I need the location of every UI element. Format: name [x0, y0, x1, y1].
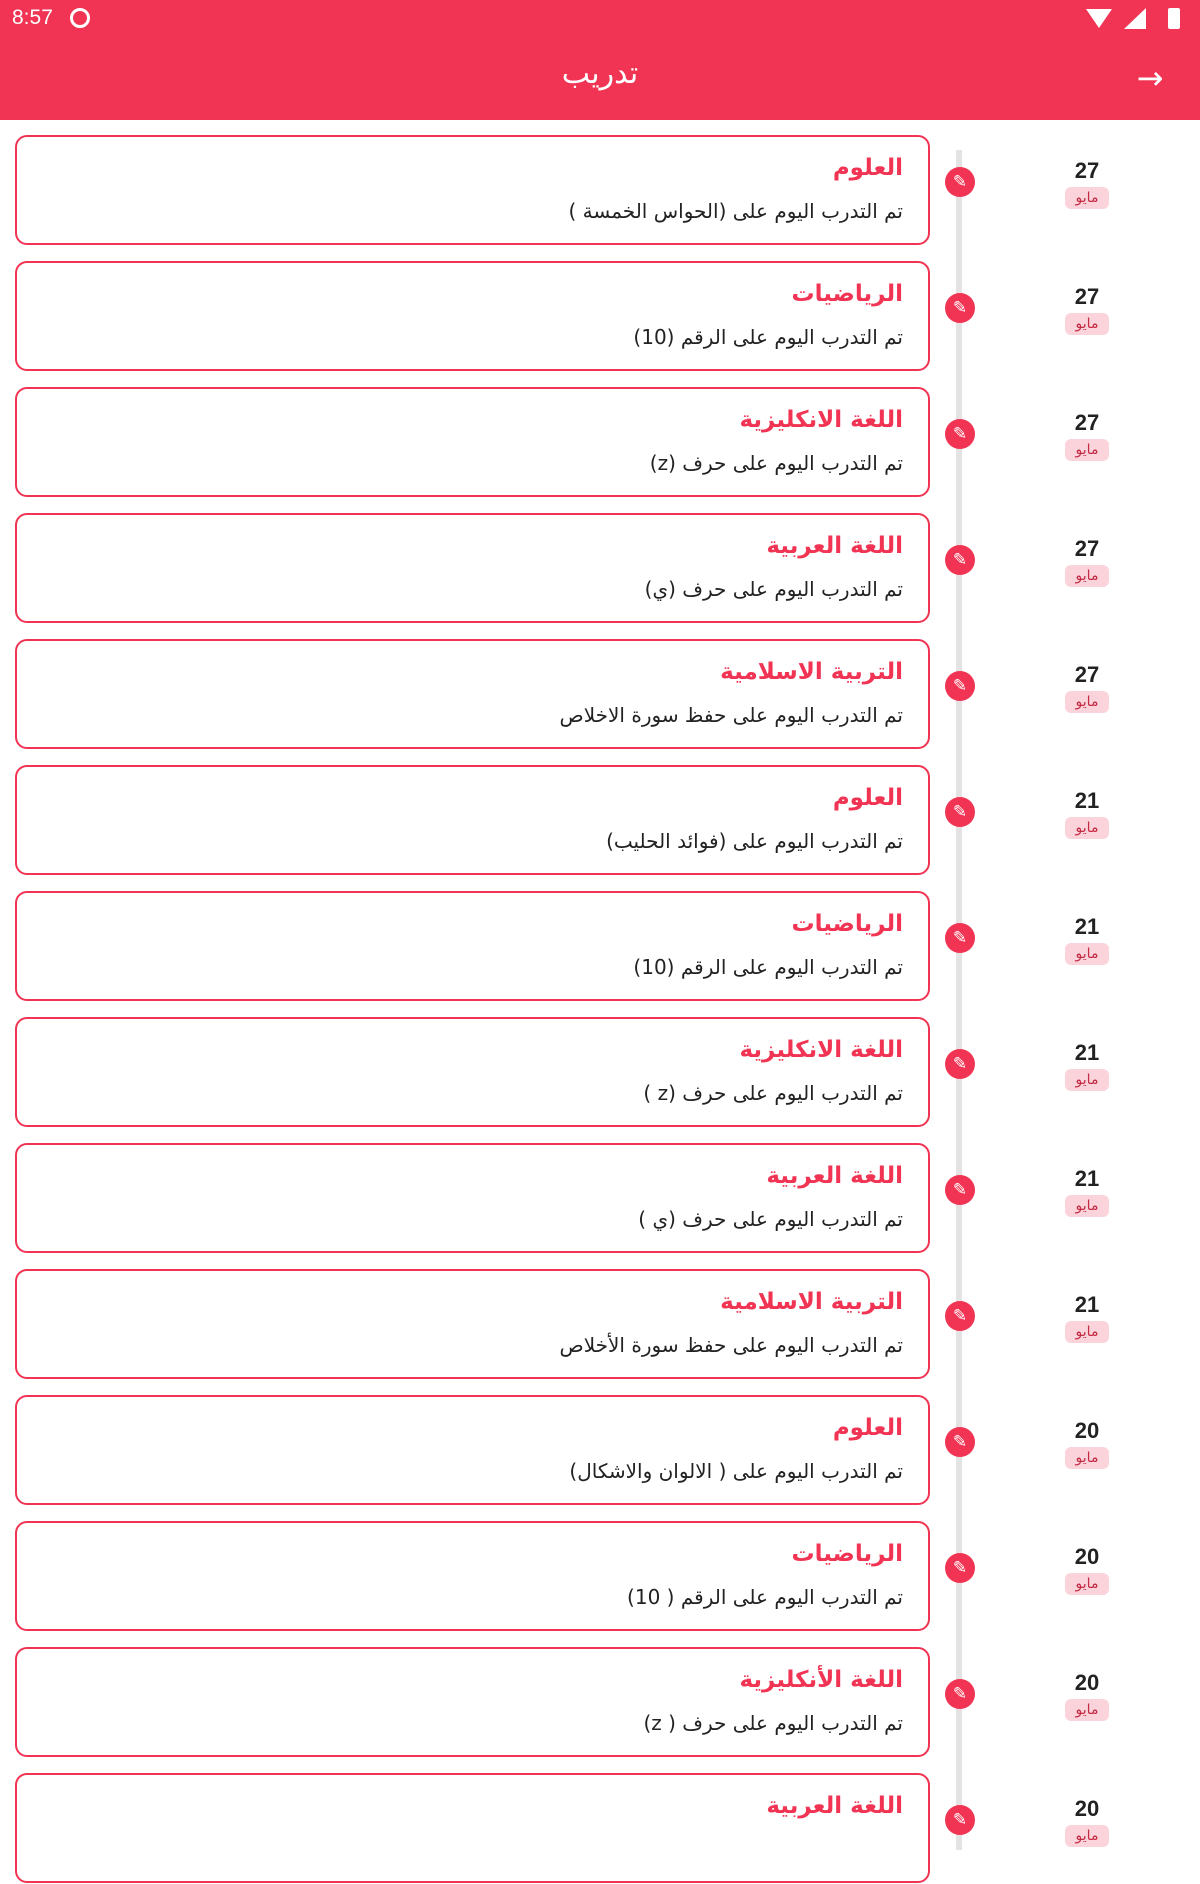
training-card[interactable]: [15, 1647, 930, 1757]
list-item[interactable]: [0, 372, 1200, 498]
battery-icon: [1168, 8, 1180, 29]
list-item[interactable]: [0, 498, 1200, 624]
list-item[interactable]: [0, 120, 1200, 246]
pencil-icon[interactable]: ✎: [945, 1553, 975, 1583]
date-month-badge: مايو: [1065, 1573, 1109, 1595]
training-description: تم التدرب اليوم على حفظ سورة الاخلاص: [559, 703, 903, 727]
subject-title: اللغة الأنكليزية: [739, 1667, 903, 1693]
training-card[interactable]: [15, 1017, 930, 1127]
training-description: تم التدرب اليوم على حرف (ي): [644, 577, 903, 601]
subject-title: العلوم: [832, 1415, 903, 1441]
pencil-icon[interactable]: ✎: [945, 1301, 975, 1331]
training-description: تم التدرب اليوم على (الحواس الخمسة ): [568, 199, 903, 223]
date-day: 21: [1074, 914, 1100, 939]
training-card[interactable]: [15, 135, 930, 245]
page-title: تدريب: [561, 56, 639, 91]
training-description: تم التدرب اليوم على حرف (z): [649, 451, 903, 475]
date-month-badge: مايو: [1065, 1321, 1109, 1343]
date-month-badge: مايو: [1065, 439, 1109, 461]
training-card[interactable]: [15, 1269, 930, 1379]
pencil-icon[interactable]: ✎: [945, 1679, 975, 1709]
training-card[interactable]: [15, 513, 930, 623]
date-day: 21: [1074, 788, 1100, 813]
list-item[interactable]: [0, 1128, 1200, 1254]
training-description: تم التدرب اليوم على (فوائد الحليب): [606, 829, 903, 853]
list-item[interactable]: [0, 1632, 1200, 1758]
date-month-badge: مايو: [1065, 943, 1109, 965]
subject-title: العلوم: [832, 155, 903, 181]
training-description: تم التدرب اليوم على حرف (z ): [643, 1081, 903, 1105]
app-bar: [0, 38, 1200, 120]
training-card[interactable]: [15, 1521, 930, 1631]
training-card[interactable]: [15, 765, 930, 875]
subject-title: التربية الاسلامية: [720, 1289, 903, 1315]
training-description: تم التدرب اليوم على حرف ( z): [643, 1711, 903, 1735]
subject-title: الرياضيات: [791, 911, 903, 937]
subject-title: العلوم: [832, 785, 903, 811]
date-day: 27: [1074, 158, 1100, 183]
training-description: تم التدرب اليوم على حرف (ي ): [638, 1207, 903, 1231]
date-day: 20: [1074, 1670, 1100, 1695]
training-description: تم التدرب اليوم على الرقم (10): [633, 325, 903, 349]
pencil-icon[interactable]: ✎: [945, 293, 975, 323]
pencil-icon[interactable]: ✎: [945, 1427, 975, 1457]
list-item[interactable]: [0, 246, 1200, 372]
list-item[interactable]: [0, 1254, 1200, 1380]
status-icons: [1078, 8, 1188, 30]
date-month-badge: مايو: [1065, 313, 1109, 335]
date-day: 21: [1074, 1292, 1100, 1317]
subject-title: التربية الاسلامية: [720, 659, 903, 685]
list-item[interactable]: [0, 1002, 1200, 1128]
date-month-badge: مايو: [1065, 1447, 1109, 1469]
list-item[interactable]: [0, 1506, 1200, 1632]
training-card[interactable]: [15, 1395, 930, 1505]
subject-title: الرياضيات: [791, 1541, 903, 1567]
training-card[interactable]: [15, 1143, 930, 1253]
subject-title: اللغة الانكليزية: [739, 407, 903, 433]
date-day: 27: [1074, 284, 1100, 309]
date-month-badge: مايو: [1065, 187, 1109, 209]
status-time: 8:57: [12, 6, 53, 29]
date-month-badge: مايو: [1065, 817, 1109, 839]
status-bar: [0, 0, 1200, 38]
pencil-icon[interactable]: ✎: [945, 419, 975, 449]
date-day: 27: [1074, 662, 1100, 687]
pencil-icon[interactable]: ✎: [945, 545, 975, 575]
pencil-icon[interactable]: ✎: [945, 1175, 975, 1205]
date-month-badge: مايو: [1065, 1699, 1109, 1721]
list-item[interactable]: [0, 1758, 1200, 1884]
list-item[interactable]: [0, 876, 1200, 1002]
training-description: تم التدرب اليوم على الرقم (10): [633, 955, 903, 979]
training-card[interactable]: [15, 891, 930, 1001]
list-item[interactable]: [0, 750, 1200, 876]
training-description: تم التدرب اليوم على حفظ سورة الأخلاص: [559, 1333, 903, 1357]
list-item[interactable]: [0, 624, 1200, 750]
date-day: 27: [1074, 410, 1100, 435]
date-day: 21: [1074, 1040, 1100, 1065]
training-card[interactable]: [15, 1773, 930, 1883]
date-month-badge: مايو: [1065, 1825, 1109, 1847]
date-month-badge: مايو: [1065, 1069, 1109, 1091]
pencil-icon[interactable]: ✎: [945, 167, 975, 197]
pencil-icon[interactable]: ✎: [945, 1805, 975, 1835]
date-month-badge: مايو: [1065, 1195, 1109, 1217]
subject-title: اللغة الانكليزية: [739, 1037, 903, 1063]
list-item[interactable]: [0, 1380, 1200, 1506]
back-arrow-icon[interactable]: →: [1136, 59, 1164, 97]
pencil-icon[interactable]: ✎: [945, 923, 975, 953]
app-notification-icon: [70, 8, 90, 28]
date-day: 27: [1074, 536, 1100, 561]
subject-title: الرياضيات: [791, 281, 903, 307]
training-card[interactable]: [15, 387, 930, 497]
subject-title: اللغة العربية: [766, 533, 903, 559]
training-card[interactable]: [15, 261, 930, 371]
pencil-icon[interactable]: ✎: [945, 671, 975, 701]
training-card[interactable]: [15, 639, 930, 749]
pencil-icon[interactable]: ✎: [945, 797, 975, 827]
signal-icon: [1124, 8, 1146, 29]
wifi-icon: [1086, 9, 1112, 28]
training-description: تم التدرب اليوم على الرقم ( 10): [627, 1585, 903, 1609]
date-day: 20: [1074, 1544, 1100, 1569]
subject-title: اللغة العربية: [766, 1163, 903, 1189]
date-month-badge: مايو: [1065, 565, 1109, 587]
date-day: 20: [1074, 1796, 1100, 1821]
date-month-badge: مايو: [1065, 691, 1109, 713]
pencil-icon[interactable]: ✎: [945, 1049, 975, 1079]
training-description: تم التدرب اليوم على ( الالوان والاشكال): [569, 1459, 903, 1483]
subject-title: اللغة العربية: [766, 1793, 903, 1819]
date-day: 20: [1074, 1418, 1100, 1443]
date-day: 21: [1074, 1166, 1100, 1191]
